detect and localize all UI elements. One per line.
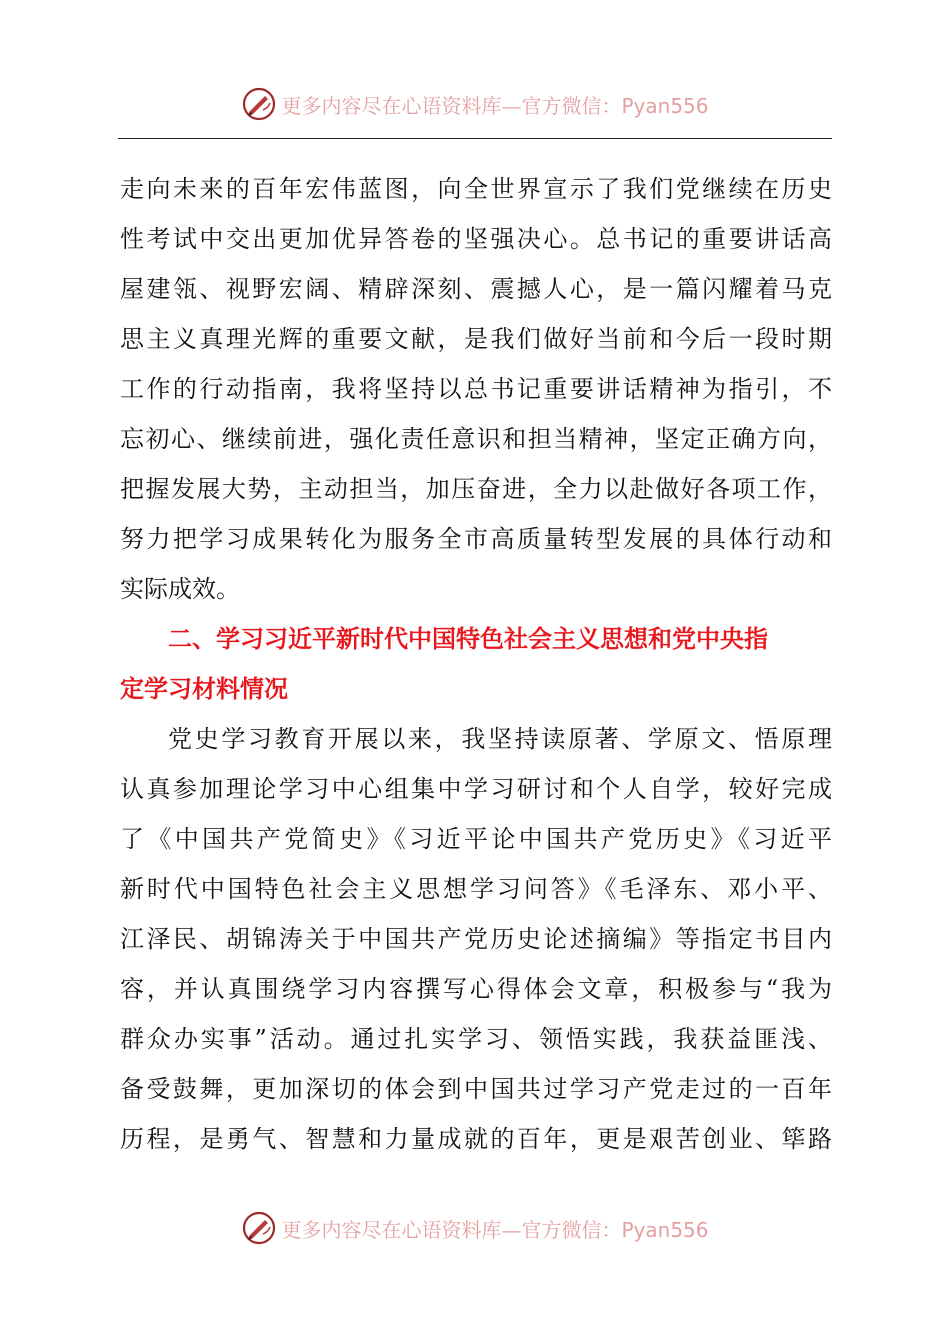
paragraph-1 — [120, 164, 832, 614]
watermark-text: 更多内容尽在心语资料库—官方微信：Pyan556 — [281, 1217, 709, 1242]
text-line: 努力把学习成果转化为服务全市高质量转型发展的具体行动和 — [120, 525, 832, 553]
text-line: 历程，是勇气、智慧和力量成就的百年，更是艰苦创业、筚路 — [120, 1125, 832, 1153]
text-line: 走向未来的百年宏伟蓝图，向全世界宣示了我们党继续在历史 — [120, 175, 832, 203]
text-line: 忘初心、继续前进，强化责任意识和担当精神，坚定正确方向， — [120, 425, 832, 453]
text-line: 容，并认真围绕学习内容撰写心得体会文章，积极参与“我为 — [120, 975, 832, 1003]
text-line: 党史学习教育开展以来，我坚持读原著、学原文、悟原理 — [168, 725, 832, 753]
heading-line: 定学习材料情况 — [120, 675, 288, 703]
paragraph-2 — [120, 714, 832, 1164]
text-line: 备受鼓舞，更加深切的体会到中国共过学习产党走过的一百年 — [120, 1075, 832, 1103]
heading-line: 二、学习习近平新时代中国特色社会主义思想和党中央指 — [168, 625, 768, 653]
text-line: 认真参加理论学习中心组集中学习研讨和个人自学，较好完成 — [120, 775, 832, 803]
text-line: 工作的行动指南，我将坚持以总书记重要讲话精神为指引，不 — [120, 375, 832, 403]
watermark-id: Pyan556 — [621, 93, 709, 118]
text-line: 屋建瓴、视野宏阔、精辟深刻、震撼人心，是一篇闪耀着马克 — [120, 275, 832, 303]
text-line: 江泽民、胡锦涛关于中国共产党历史论述摘编》等指定书目内 — [120, 925, 832, 953]
header-rule — [118, 138, 832, 139]
text-line: 了《中国共产党简史》《习近平论中国共产党历史》《习近平 — [120, 825, 832, 853]
footer-watermark — [0, 1208, 950, 1248]
pen-logo-icon — [241, 86, 277, 122]
text-line: 性考试中交出更加优异答卷的坚强决心。总书记的重要讲话高 — [120, 225, 832, 253]
watermark-text: 更多内容尽在心语资料库—官方微信：Pyan556 — [281, 93, 709, 118]
header-watermark — [0, 84, 950, 124]
text-line: 群众办实事”活动。通过扎实学习、领悟实践，我获益匪浅、 — [120, 1025, 832, 1053]
text-line: 新时代中国特色社会主义思想学习问答》《毛泽东、邓小平、 — [120, 875, 832, 903]
section-heading — [120, 614, 832, 714]
text-line: 把握发展大势，主动担当，加压奋进，全力以赴做好各项工作， — [120, 475, 832, 503]
text-line: 思主义真理光辉的重要文献，是我们做好当前和今后一段时期 — [120, 325, 832, 353]
watermark-id: Pyan556 — [621, 1217, 709, 1242]
pen-logo-icon — [241, 1210, 277, 1246]
page-body — [120, 164, 832, 1164]
text-line: 实际成效。 — [120, 575, 240, 603]
